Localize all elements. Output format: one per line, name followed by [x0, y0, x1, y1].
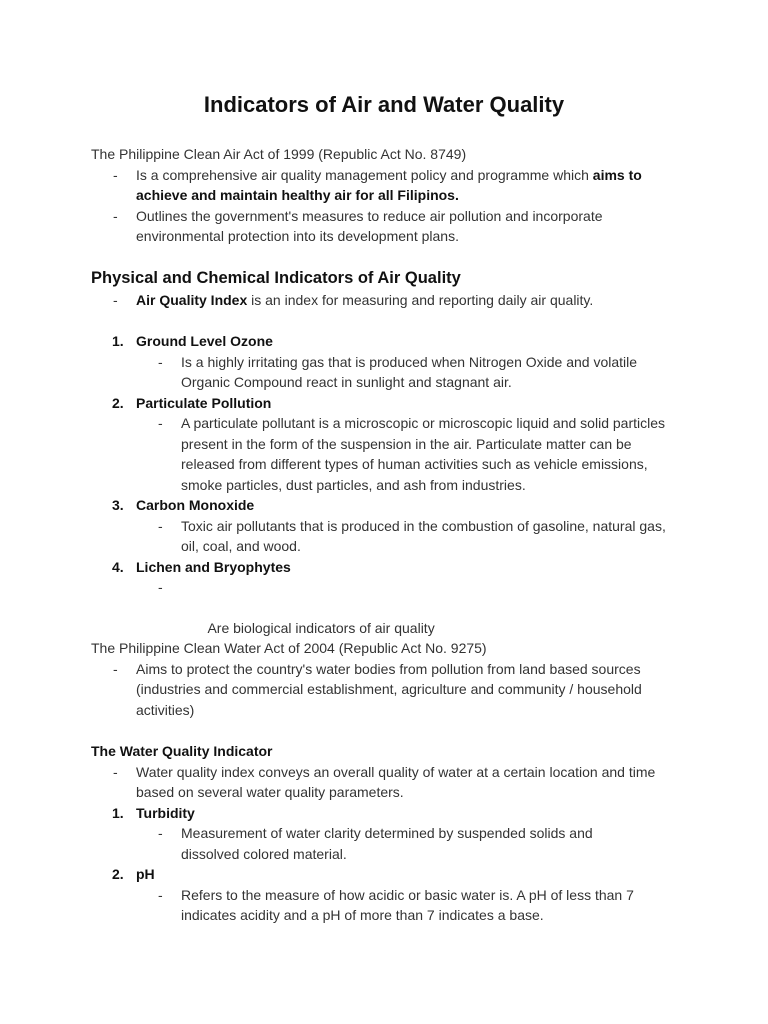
dash-marker: -: [158, 415, 163, 431]
water-item-1-title: [91, 803, 691, 824]
air-item-2-desc: [91, 413, 681, 495]
dash-marker: -: [158, 353, 163, 370]
dash-marker: -: [113, 166, 118, 183]
list-number: 4.: [112, 558, 124, 575]
air-act-section: [91, 144, 691, 247]
aqi-bullet: [91, 290, 691, 311]
list-title: Carbon Monoxide: [136, 497, 255, 513]
air-item-1-title: [91, 331, 691, 352]
air-act-heading: The Philippine Clean Air Act of 1999 (Republic Act No. 8749): [91, 146, 467, 162]
dash-marker: -: [158, 517, 163, 534]
water-item-2-title: [91, 864, 691, 885]
air-indicators-heading: Physical and Chemical Indicators of Air Quality: [91, 269, 461, 287]
wqi-bullet: [91, 762, 681, 803]
dash-marker: -: [158, 886, 163, 903]
bullet-text: Is a comprehensive air quality management policy and programme which: [136, 166, 593, 183]
water-act-heading: The Philippine Clean Water Act of 2004 (Republic Act No. 9275): [91, 640, 487, 656]
water-item-1-desc: [91, 823, 651, 864]
water-act-bullet: [91, 659, 666, 721]
air-item-1-desc: [91, 352, 681, 393]
air-item-4-title: [91, 557, 691, 578]
list-number: 2.: [112, 866, 124, 882]
list-number: 2.: [112, 394, 124, 411]
list-desc: Measurement of water clarity determined by suspended solids and dissolved colored material.: [181, 825, 593, 862]
air-item-3-desc: [91, 516, 681, 557]
air-item-3-title: [91, 495, 691, 516]
bullet-bold-text: aims to achieve and maintain healthy air for all Filipinos.: [136, 166, 642, 203]
page-title: Indicators of Air and Water Quality: [203, 92, 565, 117]
list-number: 1.: [112, 804, 124, 821]
water-indicators-heading: The Water Quality Indicator: [91, 743, 273, 759]
air-act-bullet-1: [91, 165, 676, 206]
list-title: Lichen and Bryophytes: [136, 558, 291, 575]
list-title: Particulate Pollution: [136, 394, 272, 411]
dash-marker: -: [113, 763, 118, 780]
dash-marker: -: [158, 579, 163, 595]
list-desc: Are biological indicators of air quality: [204, 620, 435, 636]
list-number: 3.: [112, 497, 124, 513]
bullet-text: Outlines the government's measures to reduce air pollution and incorporate environmental protection into its development plans.: [136, 207, 603, 244]
list-desc: Is a highly irritating gas that is produced when Nitrogen Oxide and volatile Organic Compound react in sunlight and stagnant air.: [181, 353, 638, 390]
water-item-2-desc: [91, 885, 681, 926]
dash-marker: -: [113, 207, 118, 224]
bullet-text: Aims to protect the country's water bodies from pollution from land based sources (industries and commercial establishment, agriculture and community / household activities): [136, 660, 642, 718]
list-desc: Toxic air pollutants that is produced in the combustion of gasoline, natural gas, oil, coal, and wood.: [181, 517, 666, 554]
list-desc: Refers to the measure of how acidic or basic water is. A pH of less than 7 indicates acidity and a pH of more than 7 indicates a base.: [181, 886, 634, 923]
dash-marker: -: [158, 825, 163, 841]
air-item-2-title: [91, 393, 691, 414]
list-title: Turbidity: [136, 804, 195, 821]
dash-marker: -: [113, 292, 118, 308]
list-title: pH: [136, 866, 155, 882]
air-indicators-section: [91, 267, 691, 659]
aqi-bold-text: Air Quality Index: [136, 292, 248, 308]
air-act-bullet-2: [91, 206, 666, 247]
list-desc: A particulate pollutant is a microscopic or microscopic liquid and solid particles present in the form of the suspension in the air. Particulate matter can be released from different types of human activities such as vehicle emissions, smoke particles, dust particles, and ash from industries.: [181, 415, 665, 493]
water-act-section: [91, 638, 691, 720]
water-indicators-section: [91, 741, 691, 926]
dash-marker: -: [113, 660, 118, 677]
bullet-text: Water quality index conveys an overall quality of water at a certain location and time based on several water quality parameters.: [136, 763, 656, 800]
list-title: Ground Level Ozone: [136, 333, 273, 349]
list-number: 1.: [112, 333, 124, 349]
aqi-text: is an index for measuring and reporting daily air quality.: [247, 292, 594, 308]
